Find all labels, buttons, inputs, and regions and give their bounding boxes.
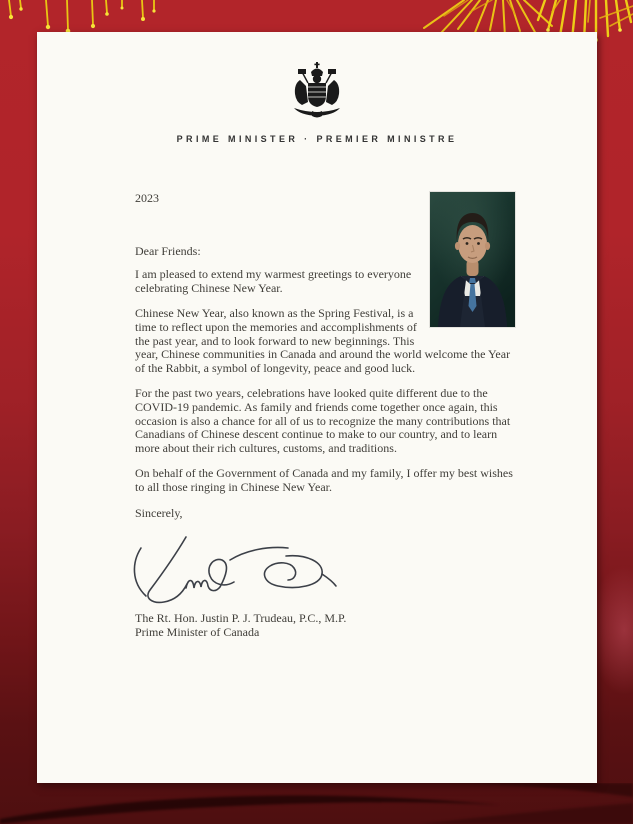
paragraph-greeting: I am pleased to extend my warmest greetings to everyone celebrating Chinese New Year. [135,267,412,295]
letter-paper [37,32,597,783]
canada-coat-of-arms-icon [286,62,348,120]
letterhead [37,32,597,144]
closing: Sincerely, [135,505,183,520]
paragraph-best-wishes: On behalf of the Government of Canada and my family, I offer my best wishes to all those ringing in Chinese New Year. [135,466,513,494]
signature-block [135,612,515,639]
signer-name: The Rt. Hon. Justin P. J. Trudeau, P.C., M.P. [135,611,347,626]
letter-body [37,144,597,639]
letter-date: 2023 [135,191,159,205]
trudeau-portrait-photo-icon [430,192,515,327]
salutation: Dear Friends: [135,243,201,258]
paragraph-spring-festival: Chinese New Year, also known as the Spring Festival, is a time to reflect upon the memories and accomplishments of the past year, and to look forward to new beginnings. This year, Chinese communities in Canada and around the world welcome the Year of the Rabbit, a symbol of longevity, peace and good luck. [135,306,511,375]
signer-title: Prime Minister of Canada [135,624,260,639]
paragraph-pandemic: For the past two years, celebrations have looked quite different due to the COVID-19 pandemic. As family and friends come together once again, this occasion is also a chance for all of us to recognize the many contributions that Canadians of Chinese descent continue to make to our country, and to learn more about their rich cultures, customs, and traditions. [135,386,511,455]
letterhead-title: PRIME MINISTER · PREMIER MINISTRE [176,134,458,144]
bottom-shadow-decoration-icon [0,783,633,824]
signature-icon [128,532,338,608]
